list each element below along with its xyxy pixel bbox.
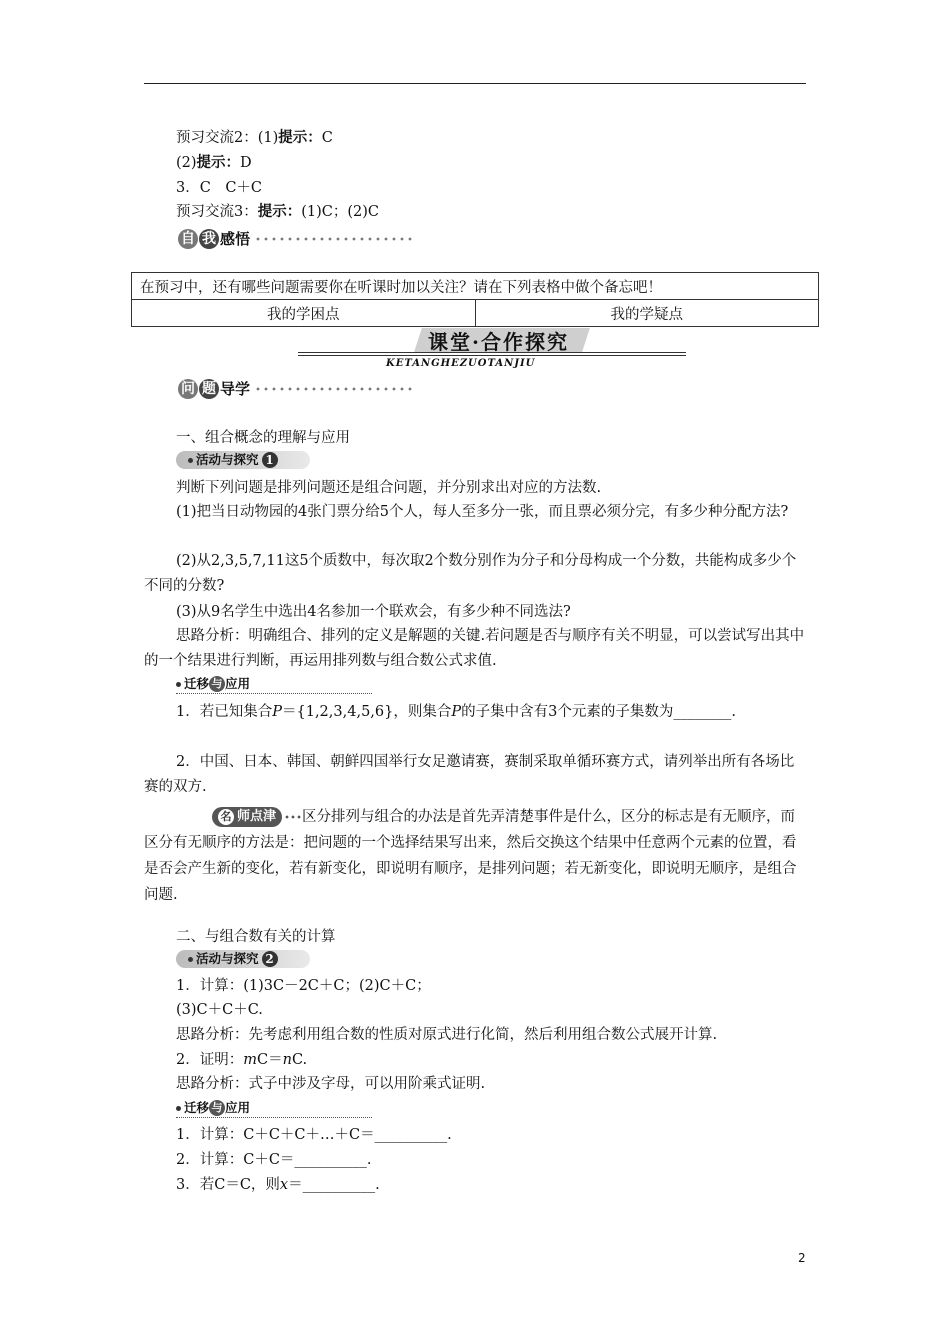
answer-line-4: 预习交流3：提示：(1)C；(2)C [176,203,380,220]
memo-col-doubts: 我的学疑点 [475,300,819,327]
dotted-leader [254,237,414,241]
page-number: 2 [798,1251,806,1265]
memo-prompt: 在预习中，还有哪些问题需要你在听课时加以关注？请在下列表格中做个备忘吧！ [132,273,819,300]
section1-heading: 一、组合概念的理解与应用 [176,430,350,446]
activity1-analysis: 思路分析：明确组合、排列的定义是解题的关键.若问题是否与顺序有关不明显，可以尝试写出其中的一个结果进行判断，再运用排列数与组合数公式求值. [144,628,805,669]
activity1-question-2: (2)从2,3,5,7,11这5个质数中，每次取2个数分别作为分子和分母构成一个分数，共能构成多少个不同的分数? [144,553,797,594]
activity2-calc-1: 1．计算：(1)3C－2C＋C；(2)C＋C； [176,978,431,994]
banner-subtitle: KETANGHEZUOTANJIU [386,358,536,369]
answer-line-1: 预习交流2：(1)提示：C [176,129,333,146]
transfer-label-2: 迁移 与 应用 [176,1099,372,1118]
transfer1-exercise-1: 1．若已知集合P＝{1,2,3,4,5,6}，则集合P的子集中含有3个元素的子集数为________. [176,704,736,720]
activity1-intro: 判断下列问题是排列问题还是组合问题，并分别求出对应的方法数. [176,480,602,496]
activity2-analysis-1: 思路分析：先考虑利用组合数的性质对原式进行化简，然后利用组合数公式展开计算. [176,1027,718,1043]
transfer2-exercise-2: 2．计算：C＋C＝__________. [176,1152,372,1168]
activity1-question-3: (3)从9名学生中选出4名参加一个联欢会，有多少种不同选法? [176,604,571,620]
activity2-proof: 2．证明：mC＝nC. [176,1052,308,1068]
transfer2-exercise-1: 1．计算：C＋C＋C＋…＋C＝__________. [176,1127,452,1143]
activity-label-2: 活动与探究 2 [176,950,310,968]
teacher-note-badge: 名 师点津 [212,807,282,827]
answer-line-3: 3．C C＋C [176,180,263,196]
activity1-question-1: (1)把当日动物园的4张门票分给5个人，每人至多分一张，而且票必须分完，有多少种分配方法? [176,504,789,520]
activity2-calc-2: (3)C＋C＋C. [176,1002,263,1018]
banner-title: 课堂·合作探究 [428,330,569,354]
header-rule [144,83,806,84]
memo-table [131,272,819,327]
section2-heading: 二、与组合数有关的计算 [176,929,336,945]
activity-label-1: 活动与探究 1 [176,451,310,469]
transfer2-exercise-3: 3．若C＝C，则x＝__________. [176,1177,380,1193]
transfer1-exercise-2: 2．中国、日本、韩国、朝鲜四国举行女足邀请赛，赛制采取单循环赛方式，请列举出所有各场比赛的双方. [144,754,795,795]
answer-line-2: (2)提示：D [176,154,252,171]
section-banner [298,328,686,356]
activity2-analysis-2: 思路分析：式子中涉及字母，可以用阶乘式证明. [176,1076,486,1092]
dotted-leader [254,387,414,391]
memo-col-difficulties: 我的学困点 [132,300,476,327]
teacher-note: 名 师点津 区分排列与组合的办法是首先弄清楚事件是什么，区分的标志是有无顺序，而区分有无顺序的方法是：把问题的一个选择结果写出来，然后交换这个结果中任意两个元素的位置，看是否会产生新的变化，若有新变化，即说明有顺序，是排列问题；若无新变化，即说明无顺序，是组合问题. [144,809,797,903]
transfer-label-1: 迁移 与 应用 [176,675,372,694]
self-reflection-heading: 自 我 感悟 [178,228,414,249]
guide-heading: 问 题 导学 [178,378,414,399]
